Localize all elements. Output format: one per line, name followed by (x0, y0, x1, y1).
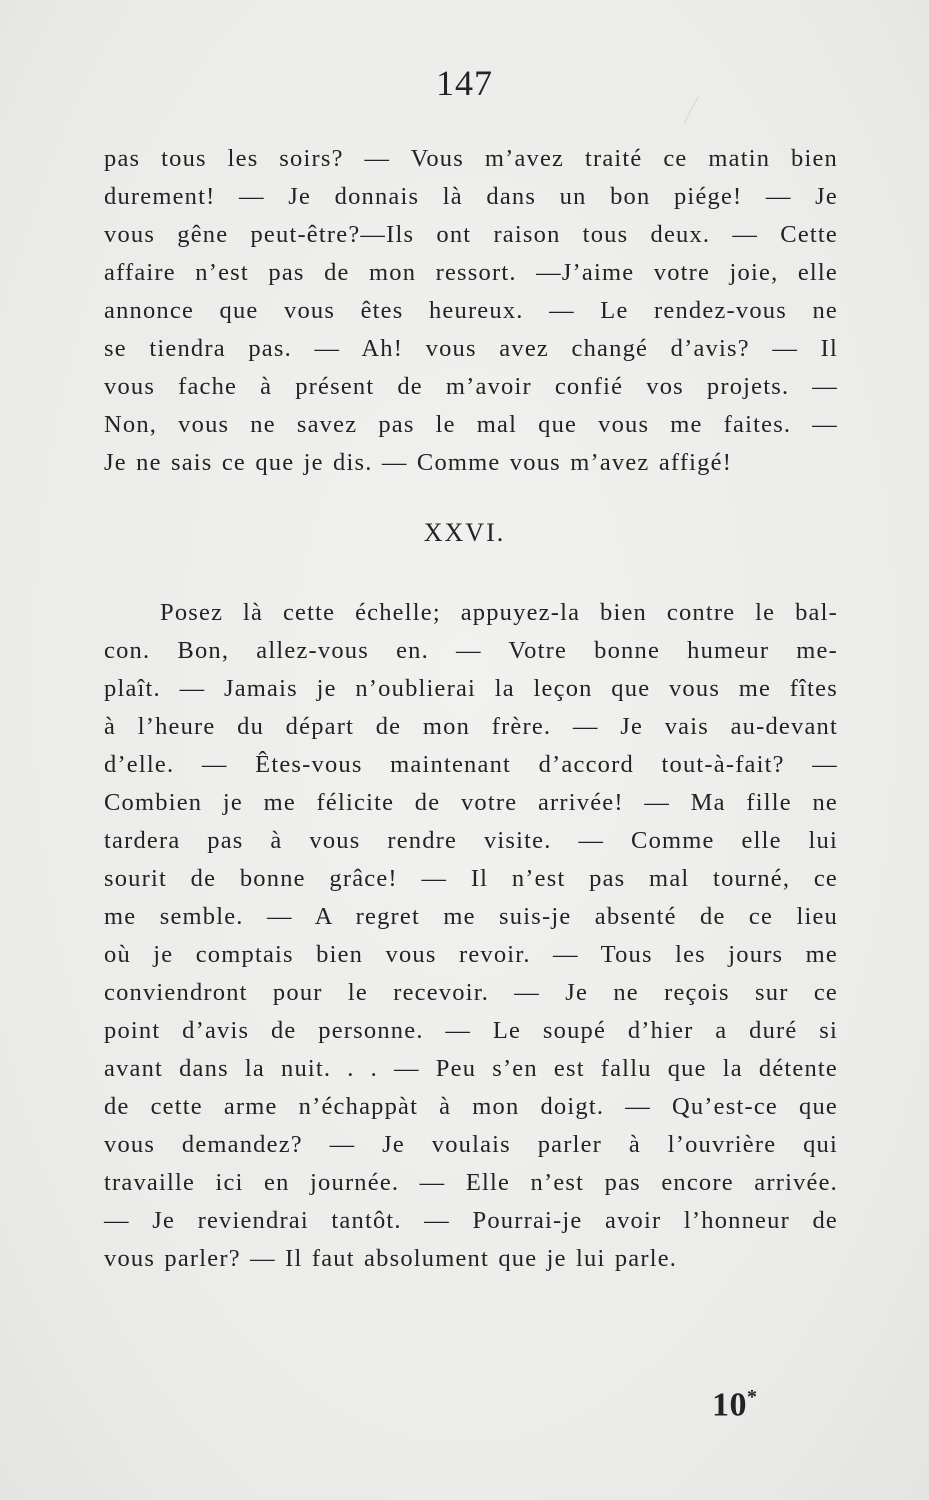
text-line: vous parler? — Il faut absolument que je lui parle. (104, 1245, 678, 1272)
text-line: vous gêne peut-être?—Ils ont raison tous deux. — Cette (104, 221, 838, 248)
text-line: affaire n’est pas de mon ressort. —J’aime votre joie, elle (104, 259, 838, 286)
paragraph-2 (104, 594, 838, 1278)
text-line: avant dans la nuit. . . — Peu s’en est fallu que la détente (104, 1055, 838, 1082)
text-line: vous demandez? — Je voulais parler à l’ouvrière qui (104, 1131, 838, 1158)
text-line: Posez là cette échelle; appuyez-la bien contre le bal- (160, 599, 838, 626)
text-line: — Je reviendrai tantôt. — Pourrai-je avoir l’honneur de (104, 1207, 838, 1234)
text-line: durement! — Je donnais là dans un bon piége! — Je (104, 183, 838, 210)
text-line: annonce que vous êtes heureux. — Le rendez-vous ne (104, 297, 838, 324)
page-number: 147 (436, 63, 493, 103)
text-line: Non, vous ne savez pas le mal que vous me faites. — (104, 411, 838, 438)
text-line: pas tous les soirs? — Vous m’avez traité ce matin bien (104, 145, 838, 172)
signature-number: 10 (712, 1386, 747, 1424)
text-line: conviendront pour le recevoir. — Je ne reçois sur ce (104, 979, 838, 1006)
paragraph-1 (104, 140, 838, 482)
signature-mark (712, 1386, 758, 1424)
text-line: con. Bon, allez-vous en. — Votre bonne humeur me- (104, 637, 838, 664)
text-line: Combien je me félicite de votre arrivée! — Ma fille ne (104, 789, 838, 816)
text-line: vous fache à présent de m’avoir confié vos projets. — (104, 373, 838, 400)
text-line: où je comptais bien vous revoir. — Tous les jours me (104, 941, 838, 968)
text-line: travaille ici en journée. — Elle n’est pas encore arrivée. (104, 1169, 838, 1196)
text-line: se tiendra pas. — Ah! vous avez changé d’avis? — Il (104, 335, 838, 362)
text-line: sourit de bonne grâce! — Il n’est pas mal tourné, ce (104, 865, 838, 892)
text-line: tardera pas à vous rendre visite. — Comme elle lui (104, 827, 838, 854)
text-line: point d’avis de personne. — Le soupé d’hier a duré si (104, 1017, 838, 1044)
text-line: d’elle. — Êtes-vous maintenant d’accord tout-à-fait? — (104, 751, 838, 778)
signature-star: * (747, 1386, 758, 1408)
section-heading: XXVI. (423, 518, 506, 547)
text-line: me semble. — A regret me suis-je absenté de ce lieu (104, 903, 838, 930)
text-line: à l’heure du départ de mon frère. — Je vais au-devant (104, 713, 838, 740)
text-line: Je ne sais ce que je dis. — Comme vous m’avez affigé! (104, 449, 733, 476)
text-line: plaît. — Jamais je n’oublierai la leçon que vous me fîtes (104, 675, 838, 702)
text-line: de cette arme n’échappàt à mon doigt. — Qu’est-ce que (104, 1093, 838, 1120)
